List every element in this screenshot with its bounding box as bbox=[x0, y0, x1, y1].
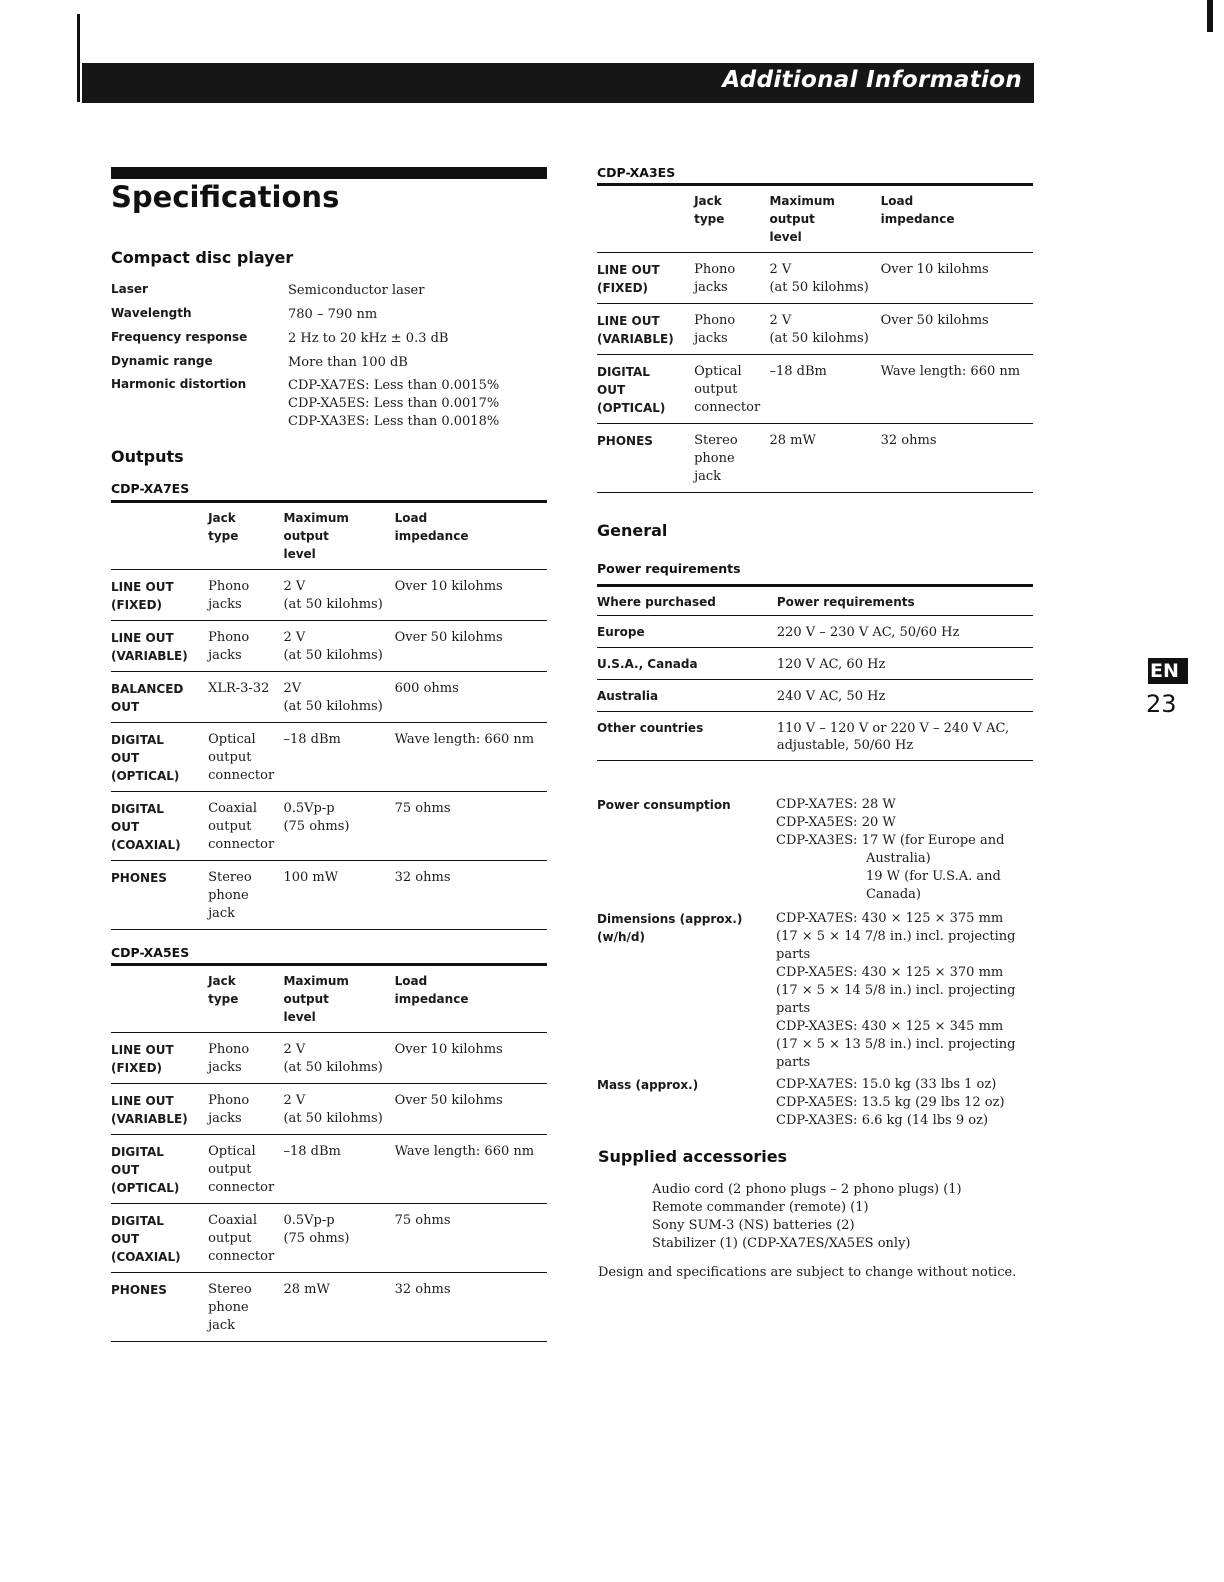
table-cell: 75 ohms bbox=[395, 1204, 547, 1273]
table-cell: Phono jacks bbox=[208, 1033, 283, 1084]
row-header: LINE OUT (FIXED) bbox=[111, 1033, 208, 1084]
value-line: (17 × 5 × 14 7/8 in.) incl. projecting bbox=[776, 929, 1016, 944]
table-header-row bbox=[111, 965, 547, 1033]
value-line: 19 W (for U.S.A. and bbox=[866, 869, 1001, 884]
spec-value-line: CDP-XA5ES: Less than 0.0017% bbox=[288, 396, 500, 411]
table-row bbox=[111, 1084, 547, 1135]
column-header: Load impedance bbox=[881, 185, 1033, 253]
row-header: PHONES bbox=[111, 1273, 208, 1342]
mass-value bbox=[776, 1076, 1036, 1130]
table-cell: –18 dBm bbox=[769, 355, 880, 424]
column-header: Jack type bbox=[208, 965, 283, 1033]
table-cell: 2 V (at 50 kilohms) bbox=[283, 621, 394, 672]
table-cell: –18 dBm bbox=[283, 1135, 394, 1204]
page-number: 23 bbox=[1146, 690, 1177, 718]
spec-value-line: 780 – 790 nm bbox=[288, 307, 378, 322]
table-cell: Phono jacks bbox=[694, 304, 769, 355]
table-row bbox=[111, 1273, 547, 1342]
spec-label: Wavelength bbox=[111, 306, 192, 320]
language-tab: EN bbox=[1148, 658, 1188, 684]
table-cell: Stereo phone jack bbox=[208, 1273, 283, 1342]
page-title: Specifications bbox=[111, 180, 340, 214]
value-line: CDP-XA3ES: 17 W (for Europe and bbox=[776, 833, 1005, 848]
table-cell: Over 10 kilohms bbox=[395, 570, 547, 621]
spec-label: Laser bbox=[111, 282, 148, 296]
table-cell: 28 mW bbox=[769, 424, 880, 493]
column-header: Load impedance bbox=[395, 502, 547, 570]
column-header: Maximum output level bbox=[283, 965, 394, 1033]
row-header: PHONES bbox=[111, 861, 208, 930]
value-line: CDP-XA7ES: 15.0 kg (33 lbs 1 oz) bbox=[776, 1077, 997, 1092]
table-cell: 120 V AC, 60 Hz bbox=[777, 648, 1033, 680]
column-header: Maximum output level bbox=[769, 185, 880, 253]
table-cell: XLR-3-32 bbox=[208, 672, 283, 723]
row-header: DIGITAL OUT (OPTICAL) bbox=[111, 723, 208, 792]
row-header: BALANCED OUT bbox=[111, 672, 208, 723]
table-cell: Coaxial output connector bbox=[208, 1204, 283, 1273]
table-cell: 2 V (at 50 kilohms) bbox=[769, 304, 880, 355]
spec-value bbox=[288, 306, 548, 324]
power-requirements-subheading: Power requirements bbox=[597, 561, 741, 576]
table-cell: Over 50 kilohms bbox=[881, 304, 1033, 355]
row-header: DIGITAL OUT (COAXIAL) bbox=[111, 792, 208, 861]
table-cell: 2 V (at 50 kilohms) bbox=[283, 1084, 394, 1135]
value-line: Canada) bbox=[866, 887, 921, 902]
table-cell: 110 V – 120 V or 220 V – 240 V AC, adjustable, 50/60 Hz bbox=[777, 712, 1033, 761]
table-cell: Optical output connector bbox=[208, 723, 283, 792]
value-line: parts bbox=[776, 1055, 811, 1070]
value-line: CDP-XA3ES: 430 × 125 × 345 mm bbox=[776, 1019, 1004, 1034]
table-cell: 2V (at 50 kilohms) bbox=[283, 672, 394, 723]
general-heading: General bbox=[597, 521, 668, 540]
table-row bbox=[111, 723, 547, 792]
table-row bbox=[111, 570, 547, 621]
table-cell: 0.5Vp-p (75 ohms) bbox=[283, 792, 394, 861]
row-header: U.S.A., Canada bbox=[597, 648, 777, 680]
spec-value bbox=[288, 354, 548, 372]
table-row bbox=[597, 355, 1033, 424]
table-row bbox=[111, 672, 547, 723]
table-row bbox=[597, 648, 1033, 680]
table-cell: 0.5Vp-p (75 ohms) bbox=[283, 1204, 394, 1273]
row-header: LINE OUT (VARIABLE) bbox=[597, 304, 694, 355]
value-line: CDP-XA5ES: 20 W bbox=[776, 815, 896, 830]
row-header: LINE OUT (VARIABLE) bbox=[111, 621, 208, 672]
row-header: Europe bbox=[597, 616, 777, 648]
table-cell: 2 V (at 50 kilohms) bbox=[769, 253, 880, 304]
spec-value-line: CDP-XA3ES: Less than 0.0018% bbox=[288, 414, 500, 429]
power-requirements-table bbox=[597, 584, 1033, 761]
accessories-list bbox=[652, 1181, 962, 1253]
accessory-item: Stabilizer (1) (CDP-XA7ES/XA5ES only) bbox=[652, 1236, 911, 1251]
table-cell: 32 ohms bbox=[395, 1273, 547, 1342]
table-cell: Phono jacks bbox=[208, 621, 283, 672]
mass-label: Mass (approx.) bbox=[597, 1078, 699, 1092]
outputs-table-xa5es bbox=[111, 963, 547, 1342]
change-notice: Design and specifications are subject to change without notice. bbox=[598, 1265, 1017, 1280]
table-cell: Over 10 kilohms bbox=[881, 253, 1033, 304]
value-line: CDP-XA3ES: 6.6 kg (14 lbs 9 oz) bbox=[776, 1113, 989, 1128]
row-header: LINE OUT (VARIABLE) bbox=[111, 1084, 208, 1135]
table-cell: Optical output connector bbox=[694, 355, 769, 424]
table-row bbox=[111, 792, 547, 861]
table-row bbox=[597, 304, 1033, 355]
table-row bbox=[597, 424, 1033, 493]
value-line: parts bbox=[776, 947, 811, 962]
spec-label: Harmonic distortion bbox=[111, 377, 247, 391]
spec-value-line: CDP-XA7ES: Less than 0.0015% bbox=[288, 378, 500, 393]
table-cell: 32 ohms bbox=[395, 861, 547, 930]
spec-value-line: 2 Hz to 20 kHz ± 0.3 dB bbox=[288, 331, 449, 346]
table-header-row bbox=[111, 502, 547, 570]
row-header: PHONES bbox=[597, 424, 694, 493]
table-cell: Wave length: 660 nm bbox=[881, 355, 1033, 424]
table-cell: 600 ohms bbox=[395, 672, 547, 723]
model-xa5es-heading: CDP-XA5ES bbox=[111, 945, 190, 960]
table-cell: Over 10 kilohms bbox=[395, 1033, 547, 1084]
table-cell: 75 ohms bbox=[395, 792, 547, 861]
table-cell: Stereo phone jack bbox=[208, 861, 283, 930]
power-consumption-label: Power consumption bbox=[597, 798, 731, 812]
outputs-table-xa7es bbox=[111, 500, 547, 930]
corner-mark bbox=[1207, 0, 1213, 32]
row-header: DIGITAL OUT (COAXIAL) bbox=[111, 1204, 208, 1273]
table-row bbox=[111, 621, 547, 672]
table-row bbox=[597, 680, 1033, 712]
table-row bbox=[597, 712, 1033, 761]
table-cell: Optical output connector bbox=[208, 1135, 283, 1204]
table-cell: Wave length: 660 nm bbox=[395, 1135, 547, 1204]
table-row bbox=[111, 1135, 547, 1204]
table-cell: 2 V (at 50 kilohms) bbox=[283, 570, 394, 621]
row-header: DIGITAL OUT (OPTICAL) bbox=[597, 355, 694, 424]
column-header: Jack type bbox=[208, 502, 283, 570]
row-header: LINE OUT (FIXED) bbox=[111, 570, 208, 621]
table-cell: Wave length: 660 nm bbox=[395, 723, 547, 792]
model-xa3es-heading: CDP-XA3ES bbox=[597, 165, 676, 180]
column-header: Power requirements bbox=[777, 586, 1033, 616]
column-header bbox=[111, 965, 208, 1033]
power-consumption-value bbox=[776, 796, 1036, 904]
model-xa7es-heading: CDP-XA7ES bbox=[111, 481, 190, 496]
table-row bbox=[111, 1033, 547, 1084]
column-header: Jack type bbox=[694, 185, 769, 253]
table-cell: Phono jacks bbox=[694, 253, 769, 304]
column-header bbox=[111, 502, 208, 570]
value-line: Australia) bbox=[866, 851, 931, 866]
section-banner bbox=[82, 63, 1034, 103]
dimensions-label: Dimensions (approx.) (w/h/d) bbox=[597, 912, 743, 944]
spec-value-line: Semiconductor laser bbox=[288, 283, 425, 298]
row-header: Australia bbox=[597, 680, 777, 712]
table-row bbox=[111, 1204, 547, 1273]
table-row bbox=[597, 253, 1033, 304]
table-cell: Coaxial output connector bbox=[208, 792, 283, 861]
column-header: Maximum output level bbox=[283, 502, 394, 570]
table-header-row bbox=[597, 185, 1033, 253]
spec-value bbox=[288, 282, 548, 300]
accessory-item: Audio cord (2 phono plugs – 2 phono plugs) (1) bbox=[652, 1182, 962, 1197]
table-cell: Phono jacks bbox=[208, 1084, 283, 1135]
spec-label: Dynamic range bbox=[111, 354, 213, 368]
value-line: CDP-XA7ES: 28 W bbox=[776, 797, 896, 812]
table-row bbox=[597, 616, 1033, 648]
row-header: LINE OUT (FIXED) bbox=[597, 253, 694, 304]
table-cell: 100 mW bbox=[283, 861, 394, 930]
column-header: Where purchased bbox=[597, 586, 777, 616]
table-cell: –18 dBm bbox=[283, 723, 394, 792]
table-cell: Stereo phone jack bbox=[694, 424, 769, 493]
spec-value bbox=[288, 330, 548, 348]
row-header: DIGITAL OUT (OPTICAL) bbox=[111, 1135, 208, 1204]
table-cell: 2 V (at 50 kilohms) bbox=[283, 1033, 394, 1084]
value-line: (17 × 5 × 14 5/8 in.) incl. projecting bbox=[776, 983, 1016, 998]
value-line: CDP-XA7ES: 430 × 125 × 375 mm bbox=[776, 911, 1004, 926]
supplied-accessories-heading: Supplied accessories bbox=[598, 1147, 788, 1166]
accessory-item: Sony SUM-3 (NS) batteries (2) bbox=[652, 1218, 855, 1233]
column-header: Load impedance bbox=[395, 965, 547, 1033]
outputs-table-xa3es bbox=[597, 183, 1033, 493]
table-row bbox=[111, 861, 547, 930]
dimensions-value bbox=[776, 910, 1036, 1072]
value-line: (17 × 5 × 13 5/8 in.) incl. projecting bbox=[776, 1037, 1016, 1052]
table-cell: 240 V AC, 50 Hz bbox=[777, 680, 1033, 712]
table-cell: Over 50 kilohms bbox=[395, 621, 547, 672]
table-cell: Over 50 kilohms bbox=[395, 1084, 547, 1135]
value-line: CDP-XA5ES: 430 × 125 × 370 mm bbox=[776, 965, 1004, 980]
table-cell: Phono jacks bbox=[208, 570, 283, 621]
column-header bbox=[597, 185, 694, 253]
compact-disc-player-heading: Compact disc player bbox=[111, 248, 294, 267]
section-title: Additional Information bbox=[722, 67, 1022, 93]
title-rule bbox=[111, 167, 547, 179]
table-cell: 220 V – 230 V AC, 50/60 Hz bbox=[777, 616, 1033, 648]
spec-value bbox=[288, 377, 548, 431]
value-line: parts bbox=[776, 1001, 811, 1016]
table-header-row bbox=[597, 586, 1033, 616]
row-header: Other countries bbox=[597, 712, 777, 761]
value-line: CDP-XA5ES: 13.5 kg (29 lbs 12 oz) bbox=[776, 1095, 1005, 1110]
spec-value-line: More than 100 dB bbox=[288, 355, 408, 370]
table-cell: 28 mW bbox=[283, 1273, 394, 1342]
spec-label: Frequency response bbox=[111, 330, 248, 344]
accessory-item: Remote commander (remote) (1) bbox=[652, 1200, 869, 1215]
table-cell: 32 ohms bbox=[881, 424, 1033, 493]
left-margin-rule bbox=[77, 14, 80, 102]
outputs-heading: Outputs bbox=[111, 447, 184, 466]
